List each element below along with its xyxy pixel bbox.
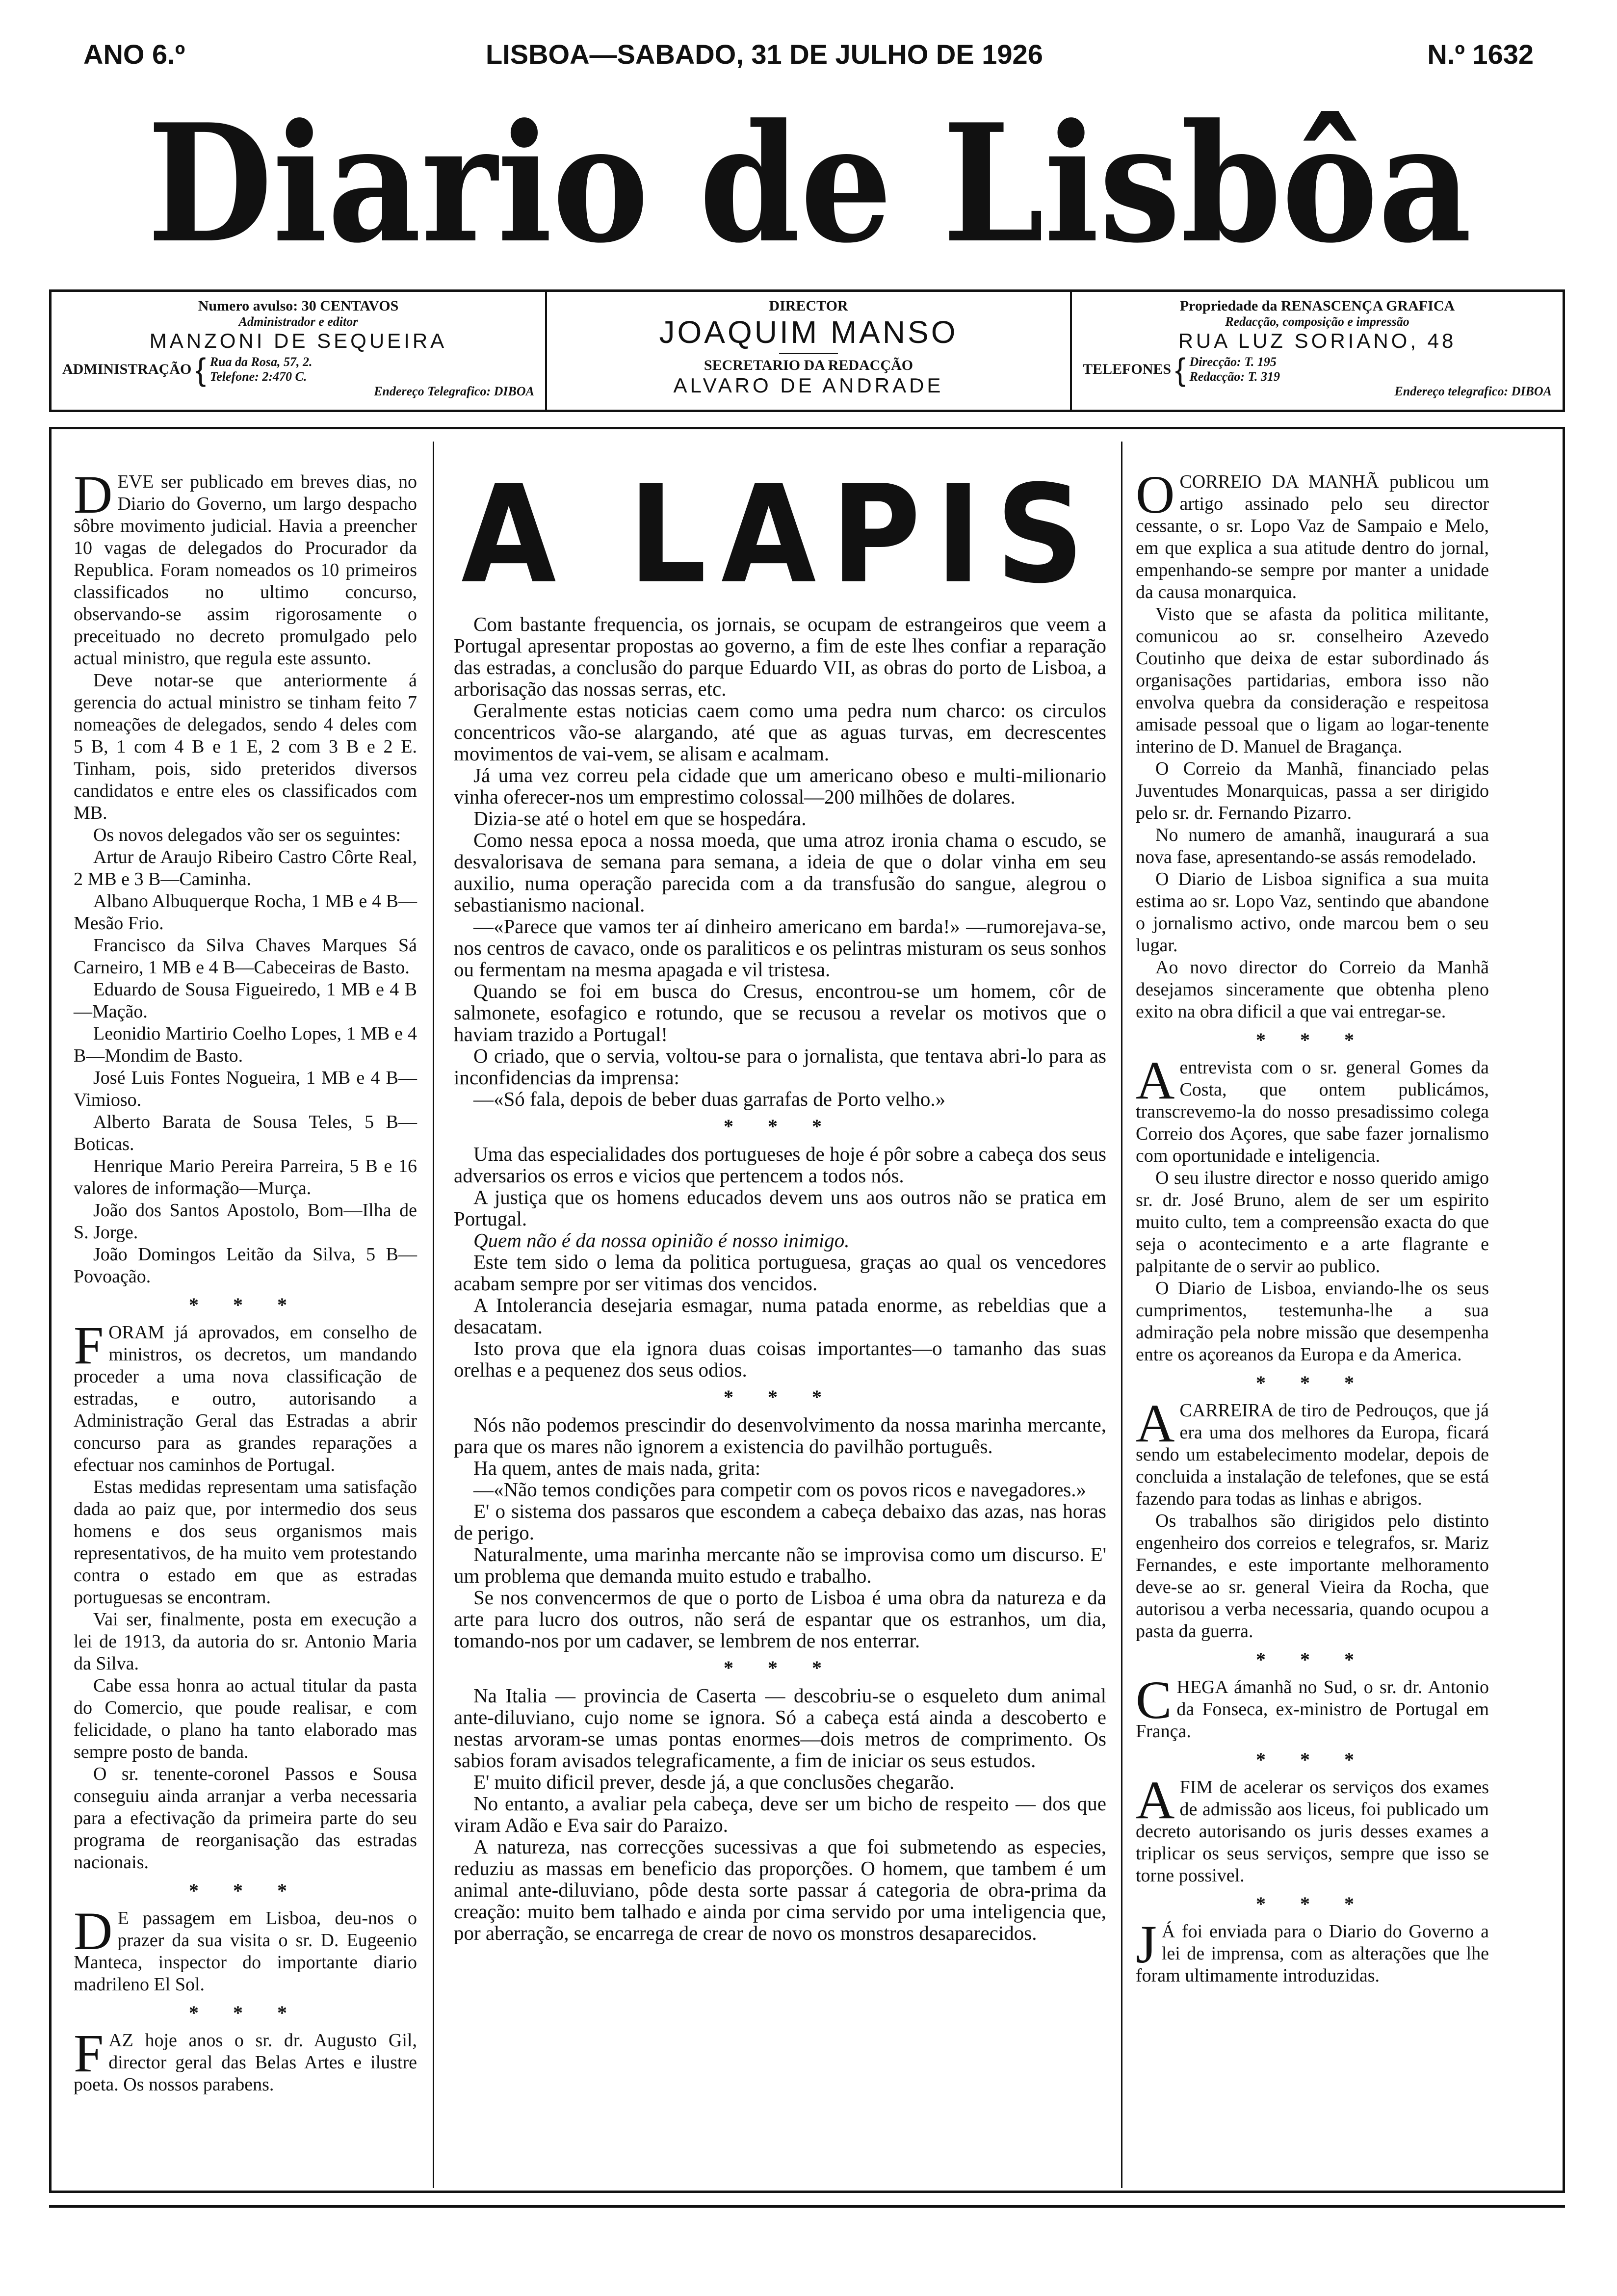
drop-cap: A [1136,1393,1175,1453]
article-exams [1136,1770,1489,1887]
separator-stars: * * * [189,1879,302,1902]
top-line [83,38,1534,73]
separator-stars: * * * [1256,1372,1369,1394]
column-rule [433,442,434,2188]
column-rule [1121,442,1122,2188]
masthead [132,78,1487,275]
paragraph: Deve notar-se que anteriormente á gerencia do actual ministro se tinham feito 7 nomeações de delegados, sendo 4 deles com 5 B, 1 com 4 B e 1 E, 2 com 3 B e 2 E. Tinham, pois, sido preteridos diversos candidatos e entre eles os classificados com MB. [74,670,417,823]
article-shooting-range [1136,1393,1489,1643]
drop-cap: C [1136,1670,1172,1730]
director-label: DIRECTOR [769,298,848,314]
director-name: JOAQUIM MANSO [659,314,958,350]
paragraph: No entanto, a avaliar pela cabeça, deve ser um bicho de respeito — dos que viram Adão e Eva sair do Paraizo. [454,1792,1106,1836]
list-item: João dos Santos Apostolo, Bom—Ilha de S. Jorge. [74,1200,417,1243]
headline: A LAPIS [461,456,1099,613]
paragraph: —«Só fala, depois de beber duas garrafas de Porto velho.» [473,1088,946,1110]
paragraph: A justiça que os homens educados devem uns aos outros não se pratica em Portugal. [454,1186,1106,1230]
paragraph: Cabe essa honra ao actual titular da pasta do Comercio, que poude realisar, e com felicidade, o plano ha tanto elaborado mas sempre posto de banda. [74,1675,417,1762]
paragraph: Nós não podemos prescindir do desenvolvimento da nossa marinha mercante, para que os mares não ignorem a existencia do pavilhão português. [454,1413,1106,1458]
paragraph: No numero de amanhã, inaugurará a sua nova fase, apresentando-se assás remodelado. [1136,825,1489,867]
paragraph: Geralmente estas noticias caem como uma pedra num charco: os circulos concentricos vão-se alargando, até que as aguas turvas, em decrescentes movimentos de vai-vem, se alisam e acalmam. [454,699,1106,765]
owner-telegraph: Endereço telegrafico: DIBOA [1394,384,1552,398]
separator-stars: * * * [1256,1748,1369,1771]
paragraph: Este tem sido o lema da politica portuguesa, graças ao qual os vencedores acabam sempre por ser vitimas dos vencidos. [454,1251,1106,1295]
paragraph: AZ hoje anos o sr. dr. Augusto Gil, director geral das Belas Artes e ilustre poeta. Os nossos parabens. [74,2030,417,2095]
middle-column [454,456,1106,1944]
brace-glyph: { [195,352,206,387]
paragraph: HEGA ámanhã no Sud, o sr. dr. Antonio da Fonseca, ex-ministro de Portugal em França. [1136,1677,1489,1742]
drop-cap: D [74,465,113,524]
phones-row [1083,352,1552,387]
paragraph: Com bastante frequencia, os jornais, se ocupam de estrangeiros que veem a Portugal apresentar propostas ao governo, a fim de este lhes confiar a reparação das estradas, a conclusão do parque Eduardo VII, as obras do porto de Lisboa, a arborisação das nossas serras, etc. [454,613,1106,700]
drop-cap: J [1136,1914,1157,1974]
list-item: José Luis Fontes Nogueira, 1 MB e 4 B—Vimioso. [74,1068,417,1110]
article-correio [1136,465,1489,1023]
secretary-name: ALVARO DE ANDRADE [673,374,944,397]
paragraph: Os trabalhos são dirigidos pelo distinto engenheiro dos correios e telegrafos, sr. Mariz Fernandes, e este importante melhoramento deve-se ao sr. general Vieira da Rocha, que autorisou a verba necessaria, quando ocupou a pasta da guerra. [1136,1511,1489,1642]
paragraph: Naturalmente, uma marinha mercante não se improvisa como um discurso. E' um problema que demanda muito estudo e trabalho. [454,1543,1106,1587]
paragraph: Visto que se afasta da politica militante, comunicou ao sr. conselheiro Azevedo Coutinho que deixa de estar subordinado ás organisações partidarias, embora isso não envolva quebra da consideração e respeitosa amisade pessoal que o ligam ao logar-tenente interino de D. Manuel de Bragança. [1136,604,1489,757]
article-birthday [74,2023,417,2096]
owner-address: RUA LUZ SORIANO, 48 [1178,329,1457,352]
drop-cap: D [74,1901,113,1961]
list-item: Leonidio Martirio Coelho Lopes, 1 MB e 4 B—Mondim de Basto. [74,1023,417,1066]
phone-direction: Direcção: T. 195 [1189,355,1277,369]
paragraph: FIM de acelerar os serviços dos exames de admissão aos liceus, foi publicado um decreto autorisando os juris desses exames a triplicar os seus serviços, sempre que isso se torne possivel. [1136,1777,1489,1886]
issue-year: ANO 6.º [83,39,185,70]
paragraph: O sr. tenente-coronel Passos e Sousa conseguiu ainda arranjar a verba necessaria para a efectivação da primeira parte do seu programa de reorganisação das estradas nacionais. [74,1764,417,1873]
paragraph: Isto prova que ela ignora duas coisas importantes—o tamanho das suas orelhas e a pequenez dos seus odios. [454,1337,1106,1381]
article-roads [74,1315,417,1874]
paragraph: CORREIO DA MANHÃ publicou um artigo assinado pelo seu director cessante, o sr. Lopo Vaz de Sampaio e Melo, em que explica a sua atitude dentro do jornal, empenhando-se sempre por manter a unidade da causa monarquica. [1136,471,1489,602]
list-item: Francisco da Silva Chaves Marques Sá Carneiro, 1 MB e 4 B—Cabeceiras de Basto. [74,935,417,978]
separator-stars: * * * [1256,1648,1369,1670]
paragraph: E' o sistema dos passaros que escondem a cabeça debaixo das azas, nas horas de perigo. [454,1500,1106,1544]
paragraph: —«Parece que vamos ter aí dinheiro americano em barda!» —rumorejava-se, nos centros de cavaco, onde os paraliticos e os pelintras misturam os seus sonhos ou fermentam na mesma apagada e vil tristesa. [454,915,1106,981]
article-arrival [1136,1670,1489,1743]
list-item: João Domingos Leitão da Silva, 5 B—Povoação. [74,1244,417,1287]
list-item: Albano Albuquerque Rocha, 1 MB e 4 B—Mesão Frio. [74,891,417,934]
paragraph: Quando se foi em busca do Cresus, encontrou-se um homem, côr de salmonete, esofagico e rotundo, que se recusou a revelar os motivos que o haviam trazido a Portugal! [454,980,1106,1045]
drop-cap: F [74,1315,104,1375]
paragraph: Os novos delegados vão ser os seguintes: [93,825,401,845]
list-item: Eduardo de Sousa Figueiredo, 1 MB e 4 B—Mação. [74,979,417,1022]
left-column [74,465,417,2098]
article-press-law [1136,1914,1489,1987]
separator-stars: * * * [1256,1029,1369,1051]
owner: Propriedade da RENASCENÇA GRAFICA [1179,298,1455,314]
separator-stars: * * * [724,1115,836,1137]
article-visit [74,1901,417,1996]
paragraph: —«Não temos condições para competir com os povos ricos e navegadores.» [473,1478,1086,1501]
paragraph: Uma das especialidades dos portugueses de hoje é pôr sobre a cabeça dos seus adversarios os erros e vicios que pertencem a todos nós. [454,1143,1106,1187]
paragraph: CARREIRA de tiro de Pedrouços, que já era uma dos melhores da Europa, ficará sendo um estabelecimento modelar, depois de concluida a instalação de telefones, que se está fazendo para todas as linhas e abrigos. [1136,1400,1489,1509]
admin-name: MANZONI DE SEQUEIRA [149,329,447,352]
price: Numero avulso: 30 CENTAVOS [198,298,399,314]
paragraph: Dizia-se até o hotel em que se hospedára. [473,807,807,830]
paragraph: O Correio da Manhã, financiado pelas Juventudes Monarquicas, passa a ser dirigido pelo sr. dr. Fernando Pizarro. [1136,758,1489,823]
separator-stars: * * * [724,1386,836,1408]
list-item: Artur de Araujo Ribeiro Castro Côrte Real, 2 MB e 3 B—Caminha. [74,847,417,889]
secretary-label: SECRETARIO DA REDACÇÃO [704,357,913,373]
paragraph: A natureza, nas correcções sucessivas a que foi submetendo as especies, reduziu as massas em beneficio das proporções. O homem, que tambem é um animal ante-diluviano, pôde desta sorte passar á categoria de obra-prima da creação: muito bem talhado e ainda por cima servido por uma inteligencia que, por aberração, se encarrega de crear de novo os monstros desaparecidos. [454,1835,1106,1944]
phones-label: TELEFONES [1083,361,1172,377]
admin-row [62,352,534,387]
drop-cap: F [74,2023,104,2083]
paragraph: Se nos convencermos de que o porto de Lisboa é uma obra da natureza e da arte para lucro dos outros, não será de espantar que os estranhos, um dia, tomando-nos por um cadaver, se lembrem de nos enterrar. [454,1586,1106,1652]
paragraph: entrevista com o sr. general Gomes da Costa, que ontem publicámos, transcrevemo-la do nosso presadissimo colega Correio dos Açores, que sabe fazer jornalismo com oportunidade e inteligencia. [1136,1057,1489,1166]
right-column [1136,465,1489,1989]
admin-label: ADMINISTRAÇÃO [62,361,192,377]
list-item: Alberto Barata de Sousa Teles, 5 B—Boticas. [74,1112,417,1154]
paragraph: O seu ilustre director e nosso querido amigo sr. dr. José Bruno, alem de ser um espirito muito culto, tem a compreensão exacta do que seja o acontecimento e a arte flagrante e palpitante de o servir ao publico. [1136,1168,1489,1277]
list-item: Henrique Mario Pereira Parreira, 5 B e 16 valores de informação—Murça. [74,1156,417,1199]
article-judicial [74,465,417,1288]
paragraph: Ha quem, antes de mais nada, grita: [473,1457,761,1479]
paragraph: Ao novo director do Correio da Manhã desejamos sinceramente que obtenha pleno exito na obra dificil a que vai entregar-se. [1136,957,1489,1022]
dateline: LISBOA—SABADO, 31 DE JULHO DE 1926 [486,39,1043,70]
admin-telegraph: Endereço Telegrafico: DIBOA [374,384,534,398]
paragraph: O Diario de Lisboa significa a sua muita estima ao sr. Lopo Vaz, sentindo que abandone o jornalismo activo, onde marcou bem o seu lugar. [1136,869,1489,956]
info-admin [52,292,547,410]
paragraph: E passagem em Lisboa, deu-nos o prazer da sua visita o sr. D. Eugeenio Manteca, inspector do importante diario madrileno El Sol. [74,1908,417,1995]
article-interview [1136,1050,1489,1366]
masthead-title: Diario de Lisbôa [147,88,1472,275]
paragraph: Á foi enviada para o Diario do Governo a lei de imprensa, com as alterações que lhe foram ultimamente introduzidas. [1136,1921,1489,1986]
separator-stars: * * * [1256,1893,1369,1915]
owner-sub: Redacção, composição e impressão [1225,314,1409,329]
paragraph: Estas medidas representam uma satisfação dada ao paiz que, por intermedio dos seus homens e dos seus organismos mais representativos, de ha muito vem protestando contra o estado em que as estradas portuguesas se encontram. [74,1477,417,1608]
separator-stars: * * * [189,2002,302,2024]
paragraph: O Diario de Lisboa, enviando-lhe os seus cumprimentos, testemunha-lhe a sua admiração pela nobre missão que desempenha entre os açoreanos da Europa e da America. [1136,1278,1489,1365]
paragraph: Na Italia — provincia de Caserta — descobriu-se o esqueleto dum animal ante-diluviano, cujo nome se ignora. Só a cabeça está ainda a descoberto e nestas arvoram-se umas pontas enormes—dois metros de comprimento. Os sabios foram avisados telegraficamente, a fim de iniciar os seus estudos. [454,1684,1106,1772]
bottom-rule [49,2205,1565,2208]
separator-stars: * * * [189,1294,302,1316]
drop-cap: A [1136,1770,1175,1830]
paragraph: Como nessa epoca a nossa moeda, que uma atroz ironia chama o escudo, se desvalorisava de semana para semana, a ideia de que o dolar vinha em seu auxilio, numa operação parecida com a da transfusão do sangue, alegrou o sebastianismo nacional. [454,829,1106,916]
brace-glyph: { [1175,352,1186,387]
paragraph: Já uma vez correu pela cidade que um americano obeso e multi-milionario vinha oferecer-nos um emprestimo colossal—200 milhões de dolares. [454,764,1106,808]
paragraph: E' muito dificil prever, desde já, a que conclusões chegarão. [473,1771,955,1793]
admin-address: Rua da Rosa, 57, 2. [209,355,313,369]
divider [779,353,838,354]
info-director [547,292,1072,410]
phone-redaction: Redacção: T. 319 [1189,369,1280,384]
info-owner [1072,292,1563,410]
paragraph: A Intolerancia desejaria esmagar, numa patada enorme, as rebeldias que a desacatam. [454,1294,1106,1338]
issue-number: N.º 1632 [1427,39,1534,70]
paragraph: EVE ser publicado em breves dias, no Diario do Governo, um largo despacho sôbre movimento judicial. Havia a preencher 10 vagas de delegados do Procurador da Republica. Foram nomeados os 10 primeiros classificados no ultimo concurso, observando-se assim rigorosamente o preceituado no decreto promulgado pelo actual ministro, que regula este assunto. [74,471,417,669]
admin-role: Administrador e editor [238,314,358,329]
info-box [49,289,1565,412]
separator-stars: * * * [724,1657,836,1679]
admin-phone: Telefone: 2:470 C. [209,369,307,384]
drop-cap: O [1136,465,1175,524]
paragraph: Vai ser, finalmente, posta em execução a lei de 1913, da autoria do sr. Antonio Maria da Silva. [74,1609,417,1674]
paragraph: O criado, que o servia, voltou-se para o jornalista, que tentava abri-lo para as inconfidencias da imprensa: [454,1044,1106,1089]
masthead-logo [132,78,1487,275]
drop-cap: A [1136,1050,1175,1110]
paragraph: ORAM já aprovados, em conselho de ministros, os decretos, um mandando proceder a uma nova classificação de estradas, e outro, autorisando a Administração Geral das Estradas a abrir concurso para as grandes reparações a efectuar nos caminhos de Portugal. [74,1322,417,1475]
paragraph: Quem não é da nossa opinião é nosso inimigo. [473,1229,850,1252]
